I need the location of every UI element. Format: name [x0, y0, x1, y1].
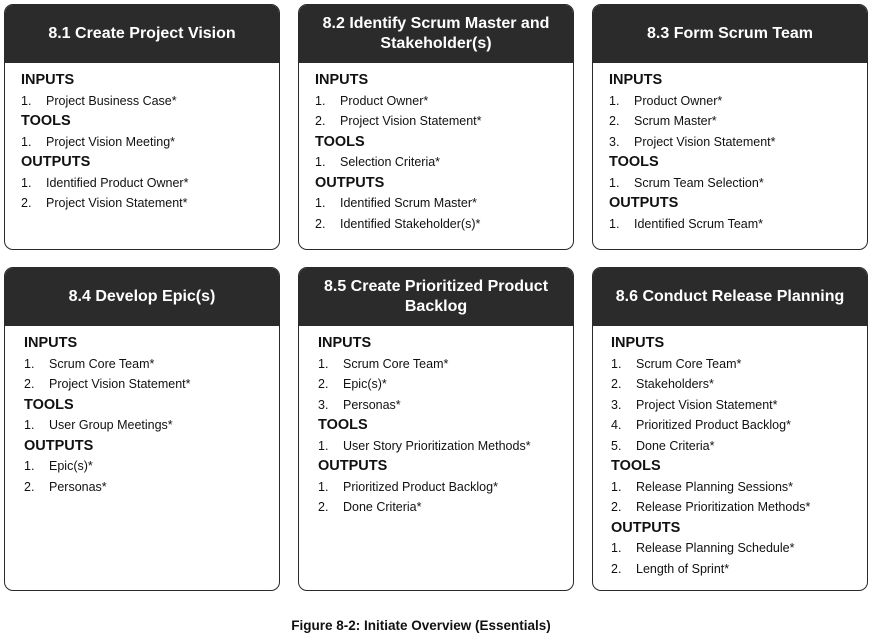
- list-item: [21, 193, 279, 214]
- item-number: 1.: [611, 541, 622, 555]
- card-title: [593, 268, 867, 326]
- list-item: [24, 477, 279, 498]
- item-number: 1.: [24, 418, 35, 432]
- item-text: Release Planning Schedule*: [636, 541, 795, 555]
- item-text: User Group Meetings*: [49, 418, 173, 432]
- item-number: 2.: [611, 377, 622, 391]
- item-number: 1.: [24, 356, 35, 371]
- outputs-heading: OUTPUTS: [609, 195, 679, 211]
- list-item: [315, 152, 573, 173]
- item-number: 4.: [611, 418, 622, 432]
- item-text: Scrum Core Team*: [49, 356, 155, 371]
- item-text: Personas*: [49, 479, 107, 494]
- list-item: [24, 354, 279, 375]
- process-card-8-3: [592, 4, 868, 250]
- item-text: Epic(s)*: [49, 459, 93, 473]
- tools-heading: TOOLS: [24, 396, 74, 413]
- outputs-heading: OUTPUTS: [318, 458, 388, 474]
- card-title: [299, 268, 573, 326]
- process-card-8-1: [4, 4, 280, 250]
- item-number: 2.: [24, 377, 35, 391]
- item-text: Identified Scrum Team*: [634, 216, 763, 231]
- card-title: [299, 5, 573, 63]
- card-title-text: 8.1 Create Project Vision: [48, 25, 236, 42]
- list-item: [21, 132, 279, 153]
- card-title-text: 8.4 Develop Epic(s): [68, 288, 216, 305]
- inputs-heading: INPUTS: [609, 72, 663, 88]
- item-text: Project Vision Statement*: [634, 134, 776, 149]
- card-title-text: 8.6 Conduct Release Planning: [615, 288, 845, 305]
- list-item: [611, 354, 867, 375]
- list-item: [609, 91, 867, 112]
- list-item: [611, 538, 867, 559]
- item-number: 1.: [318, 356, 329, 371]
- process-card-8-5: [298, 267, 574, 591]
- list-item: [315, 91, 573, 112]
- item-text: Project Vision Statement*: [340, 114, 482, 128]
- process-card-8-6: [592, 267, 868, 591]
- list-item: [318, 477, 573, 498]
- inputs-heading: INPUTS: [318, 335, 372, 351]
- item-number: 2.: [609, 114, 620, 128]
- tools-heading: TOOLS: [318, 417, 368, 433]
- item-text: Personas*: [343, 397, 401, 412]
- item-number: 1.: [609, 216, 620, 231]
- inputs-heading: INPUTS: [24, 335, 78, 351]
- list-item: [609, 214, 867, 235]
- item-text: Epic(s)*: [343, 377, 387, 391]
- item-text: Identified Product Owner*: [46, 175, 189, 190]
- item-number: 1.: [318, 479, 329, 494]
- item-number: 1.: [318, 438, 329, 453]
- list-item: [24, 456, 279, 477]
- item-text: Selection Criteria*: [340, 155, 441, 169]
- item-number: 3.: [609, 134, 620, 149]
- item-text: Scrum Master*: [634, 114, 717, 128]
- card-title: [5, 268, 279, 326]
- list-item: [611, 497, 867, 518]
- item-text: Stakeholders*: [636, 377, 714, 391]
- item-number: 2.: [318, 500, 329, 514]
- list-item: [24, 415, 279, 436]
- item-text: Length of Sprint*: [636, 561, 730, 576]
- card-title-text: Backlog: [404, 298, 468, 315]
- item-number: 1.: [611, 356, 622, 371]
- inputs-heading: INPUTS: [611, 335, 665, 351]
- list-item: [318, 354, 573, 375]
- list-item: [21, 173, 279, 194]
- item-text: Done Criteria*: [343, 500, 422, 514]
- item-text: Scrum Team Selection*: [634, 175, 764, 190]
- item-text: Release Prioritization Methods*: [636, 500, 811, 514]
- inputs-heading: INPUTS: [21, 72, 75, 88]
- item-text: Identified Scrum Master*: [340, 196, 477, 210]
- item-number: 1.: [315, 93, 326, 108]
- item-number: 3.: [318, 397, 329, 412]
- item-number: 2.: [611, 561, 622, 576]
- item-text: Project Vision Meeting*: [46, 134, 176, 149]
- item-number: 1.: [21, 175, 32, 190]
- tools-heading: TOOLS: [21, 113, 71, 129]
- figure-caption: Figure 8-2: Initiate Overview (Essentials): [291, 618, 551, 633]
- outputs-heading: OUTPUTS: [611, 519, 681, 536]
- list-item: [611, 395, 867, 416]
- list-item: [315, 111, 573, 132]
- item-text: Project Business Case*: [46, 93, 177, 108]
- list-item: [609, 132, 867, 153]
- item-text: Project Vision Statement*: [46, 196, 188, 210]
- outputs-heading: OUTPUTS: [24, 437, 94, 454]
- item-number: 2.: [315, 114, 326, 128]
- item-number: 1.: [609, 93, 620, 108]
- item-text: Identified Stakeholder(s)*: [340, 216, 481, 231]
- tools-heading: TOOLS: [315, 133, 365, 150]
- outputs-heading: OUTPUTS: [21, 154, 91, 170]
- item-text: Product Owner*: [340, 93, 429, 108]
- item-number: 2.: [315, 216, 326, 231]
- list-item: [315, 193, 573, 214]
- item-text: Prioritized Product Backlog*: [343, 479, 498, 494]
- item-number: 1.: [315, 196, 326, 210]
- list-item: [318, 395, 573, 416]
- list-item: [318, 436, 573, 457]
- outputs-heading: OUTPUTS: [315, 174, 385, 191]
- list-item: [611, 559, 867, 580]
- card-title-text: Stakeholder(s): [380, 35, 492, 52]
- item-number: 1.: [24, 459, 35, 473]
- card-title: [5, 5, 279, 63]
- list-item: [318, 497, 573, 518]
- item-number: 1.: [611, 479, 622, 494]
- card-title-text: 8.2 Identify Scrum Master and: [322, 15, 550, 32]
- list-item: [611, 374, 867, 395]
- item-text: Scrum Core Team*: [636, 356, 742, 371]
- item-number: 2.: [318, 377, 329, 391]
- item-number: 1.: [21, 93, 32, 108]
- list-item: [24, 374, 279, 395]
- card-title: [593, 5, 867, 63]
- item-text: Project Vision Statement*: [49, 377, 191, 391]
- item-text: Done Criteria*: [636, 438, 715, 453]
- list-item: [315, 214, 573, 235]
- inputs-heading: INPUTS: [315, 72, 369, 88]
- item-number: 1.: [315, 155, 326, 169]
- item-text: Product Owner*: [634, 93, 723, 108]
- item-text: User Story Prioritization Methods*: [343, 438, 531, 453]
- list-item: [611, 436, 867, 457]
- card-title-text: 8.5 Create Prioritized Product: [323, 278, 549, 295]
- list-item: [611, 477, 867, 498]
- item-number: 2.: [21, 196, 32, 210]
- process-card-8-2: [298, 4, 574, 250]
- item-number: 5.: [611, 438, 622, 453]
- item-number: 2.: [24, 479, 35, 494]
- tools-heading: TOOLS: [609, 154, 659, 170]
- item-number: 1.: [609, 175, 620, 190]
- item-text: Project Vision Statement*: [636, 397, 778, 412]
- list-item: [611, 415, 867, 436]
- list-item: [609, 111, 867, 132]
- process-card-8-4: [4, 267, 280, 591]
- list-item: [609, 173, 867, 194]
- item-text: Scrum Core Team*: [343, 356, 449, 371]
- list-item: [318, 374, 573, 395]
- card-title-text: 8.3 Form Scrum Team: [647, 25, 813, 42]
- item-text: Prioritized Product Backlog*: [636, 418, 791, 432]
- tools-heading: TOOLS: [611, 458, 661, 474]
- item-text: Release Planning Sessions*: [636, 479, 794, 494]
- list-item: [21, 91, 279, 112]
- item-number: 2.: [611, 500, 622, 514]
- item-number: 1.: [21, 134, 32, 149]
- item-number: 3.: [611, 397, 622, 412]
